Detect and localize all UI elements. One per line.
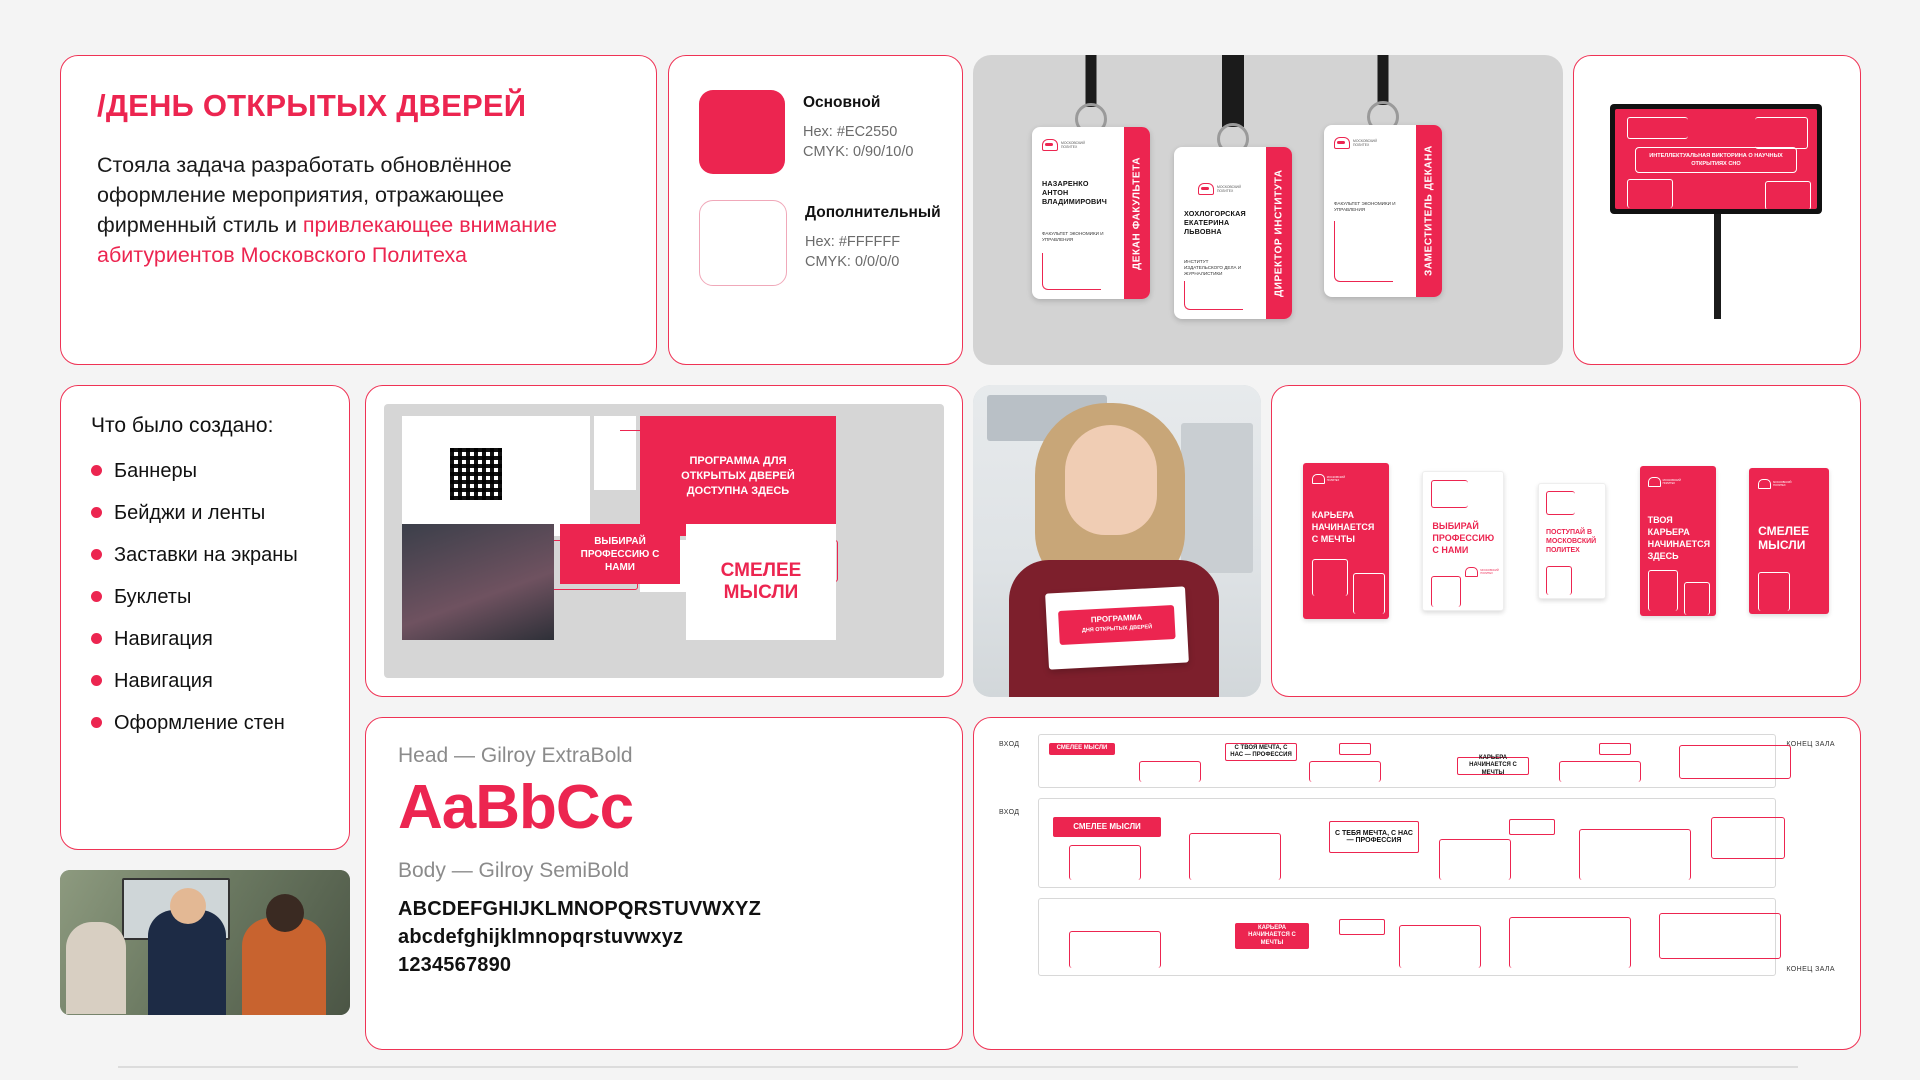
billboard-pole — [1714, 214, 1721, 319]
list-item-label: Навигация — [114, 670, 213, 692]
badge-role: ДЕКАН ФАКУЛЬТЕТА — [1124, 127, 1150, 299]
bullet-icon — [91, 591, 102, 602]
list-item — [91, 500, 319, 526]
list-item-label: Буклеты — [114, 586, 192, 608]
photo-lecture-card — [60, 870, 350, 1015]
wall-decoration — [1579, 829, 1691, 880]
badge-person-dept: ФАКУЛЬТЕТ ЭКОНОМИКИ И УПРАВЛЕНИЯ — [1334, 201, 1396, 212]
wall-layouts-card — [973, 717, 1861, 1050]
logo-icon — [1509, 819, 1555, 835]
photo-person — [148, 910, 226, 1015]
typography-card — [365, 717, 963, 1050]
vertical-banners-row — [1286, 404, 1846, 678]
bullet-icon — [91, 675, 102, 686]
list-item-label: Баннеры — [114, 460, 197, 482]
list-item-label: Заставки на экраны — [114, 544, 298, 566]
banner-panel-white — [594, 416, 636, 490]
wall-tag: КАРЬЕРА НАЧИНАЕТСЯ С МЕЧТЫ — [1235, 923, 1309, 949]
vertical-banners-card — [1271, 385, 1861, 697]
vertical-banner — [1538, 483, 1606, 599]
color-secondary-info — [805, 200, 941, 272]
booklet — [1045, 586, 1189, 669]
color-secondary-name: Дополнительный — [805, 204, 941, 221]
deliverables-card — [60, 385, 350, 850]
color-secondary-row — [699, 200, 941, 286]
wall-tag: С ТЕБЯ МЕЧТА, С НАС — ПРОФЕССИЯ — [1329, 821, 1419, 853]
color-secondary-cmyk: CMYK: 0/0/0/0 — [805, 254, 900, 270]
billboard-decoration — [1765, 181, 1811, 209]
wall-strip — [999, 798, 1776, 888]
badge-role: ЗАМЕСТИТЕЛЬ ДЕКАНА — [1416, 125, 1442, 297]
badge-person-name: ХОХЛОГОРСКАЯ ЕКАТЕРИНА ЛЬВОВНА — [1184, 209, 1246, 236]
typography-sample: AaBbCc — [398, 773, 634, 842]
badge-decoration — [1334, 221, 1393, 282]
logo-icon: МОСКОВСКИЙ ПОЛИТЕХ — [1465, 566, 1499, 578]
vertical-banner-text: ВЫБИРАЙ ПРОФЕССИЮ С НАМИ — [1432, 521, 1495, 555]
banner-decoration — [1312, 559, 1348, 596]
logo-icon — [1599, 743, 1631, 755]
logo-icon: МОСКОВСКИЙ ПОЛИТЕХ — [1312, 473, 1346, 485]
wall-decoration — [1189, 833, 1281, 880]
list-item — [91, 458, 319, 484]
banner-arrow-icon — [620, 430, 643, 449]
color-palette-card — [668, 55, 963, 365]
color-primary-cmyk: CMYK: 0/90/10/0 — [803, 144, 914, 160]
footer-divider — [118, 1066, 1798, 1068]
logo-icon: МОСКОВСКИЙ ПОЛИТЕХ — [1042, 137, 1088, 153]
banner-decoration — [1684, 582, 1710, 615]
wall-tag: СМЕЛЕЕ МЫСЛИ — [1053, 817, 1161, 837]
color-primary-hex: Hex: #EC2550 — [803, 124, 898, 140]
list-item-label: Навигация — [114, 628, 213, 650]
banner-decoration — [1431, 576, 1461, 607]
list-item-label: Оформление стен — [114, 712, 285, 734]
wall-tag: С ТВОЯ МЕЧТА, С НАС — ПРОФЕССИЯ — [1225, 743, 1297, 761]
list-item — [91, 626, 319, 652]
intro-paragraph — [97, 150, 620, 270]
banner-decoration — [1758, 572, 1790, 611]
list-item — [91, 584, 319, 610]
billboard-text: ИНТЕЛЛЕКТУАЛЬНАЯ ВИКТОРИНА О НАУЧНЫХ ОТКРЫТИЯХ СНО — [1635, 147, 1797, 173]
wall-decoration — [1399, 925, 1481, 968]
wall-decoration — [1139, 761, 1201, 782]
badge-inner — [1324, 125, 1442, 297]
typography-lowercase: abcdefghijklmnopqrstuvwxyz — [398, 926, 684, 948]
color-primary-row — [699, 90, 932, 174]
intro-paragraph-highlight: привлекающее внимание абитуриентов Московского Политеха — [97, 213, 558, 267]
deliverables-heading: Что было создано: — [91, 414, 274, 437]
wall-decoration — [1069, 845, 1141, 880]
booklet-title: ПРОГРАММА — [1090, 612, 1143, 625]
banner-mockup-card — [365, 385, 963, 697]
billboard-decoration — [1627, 117, 1688, 139]
banner-choose-text: ВЫБИРАЙ ПРОФЕССИЮ С НАМИ — [560, 524, 680, 584]
wall-strip — [999, 734, 1835, 788]
intro-paragraph-text: Стояла задача разработать обновлённое оформление мероприятия, отражающее фирменный стиль и — [97, 153, 512, 237]
banner-decoration — [1546, 566, 1572, 595]
badge-card — [1032, 127, 1150, 299]
badge-decoration — [1184, 281, 1243, 310]
bullet-icon — [91, 465, 102, 476]
wall-decoration — [1559, 761, 1641, 782]
badge-person-dept: ИНСТИТУТ ИЗДАТЕЛЬСКОГО ДЕЛА И ЖУРНАЛИСТИКИ — [1184, 259, 1242, 276]
wall-decoration — [1659, 913, 1781, 959]
bullet-icon — [91, 507, 102, 518]
badge-inner — [1032, 127, 1150, 299]
photo-person — [66, 922, 126, 1014]
wall-tag: СМЕЛЕЕ МЫСЛИ — [1049, 743, 1115, 755]
bullet-icon — [91, 717, 102, 728]
logo-icon — [1339, 919, 1385, 935]
wall-decoration — [1439, 839, 1511, 880]
list-item-label: Бейджи и ленты — [114, 502, 266, 524]
banner-photo-students — [402, 524, 554, 640]
list-item — [91, 668, 319, 694]
billboard-decoration — [1755, 117, 1808, 149]
lanyard-strap — [1222, 55, 1244, 127]
lanyard-3 — [1293, 55, 1473, 365]
wall-decoration — [1679, 745, 1791, 779]
billboard-screen — [1610, 104, 1822, 214]
color-swatch-secondary — [699, 200, 787, 286]
lanyard-strap — [1086, 55, 1097, 107]
booklet-subtitle: ДНЯ ОТКРЫТЫХ ДВЕРЕЙ — [1081, 624, 1153, 634]
wall-strip — [1038, 898, 1835, 976]
badge-person-name: НАЗАРЕНКО АНТОН ВЛАДИМИРОВИЧ — [1042, 179, 1108, 206]
color-primary-info — [803, 90, 913, 162]
intro-card — [60, 55, 657, 365]
photo-person-face — [1065, 425, 1157, 535]
badges-mockup-card — [973, 55, 1563, 365]
vertical-banner-text: СМЕЛЕЕ МЫСЛИ — [1758, 524, 1810, 552]
page-title: /ДЕНЬ ОТКРЫТЫХ ДВЕРЕЙ — [97, 88, 527, 123]
photo-person — [242, 918, 326, 1015]
qr-code-icon — [450, 448, 502, 500]
wall-decoration — [1309, 761, 1381, 782]
typography-uppercase: ABCDEFGHIJKLMNOPQRSTUVWXYZ — [398, 898, 761, 920]
vertical-banner — [1640, 466, 1716, 616]
bullet-icon — [91, 633, 102, 644]
banner-decoration — [1431, 480, 1468, 508]
color-swatch-primary — [699, 90, 785, 174]
photo-booklet-card — [973, 385, 1261, 697]
color-primary-name: Основной — [803, 94, 881, 111]
typography-head-label: Head — Gilroy ExtraBold — [398, 744, 633, 767]
typography-digits: 1234567890 — [398, 954, 512, 976]
typography-body-label: Body — Gilroy SemiBold — [398, 859, 630, 882]
end-of-hall-label: КОНЕЦ ЗАЛА — [1786, 741, 1835, 748]
photo-window — [1181, 423, 1253, 573]
billboard-creative — [1615, 109, 1817, 209]
banner-decoration — [1648, 570, 1678, 611]
logo-icon: МОСКОВСКИЙ ПОЛИТЕХ — [1198, 181, 1244, 197]
vertical-banner-text: КАРЬЕРА НАЧИНАЕТСЯ С МЕЧТЫ — [1311, 510, 1375, 544]
vertical-banner — [1749, 468, 1829, 614]
banner-program-text: ПРОГРАММА ДЛЯ ОТКРЫТЫХ ДВЕРЕЙ ДОСТУПНА ЗДЕСЬ — [640, 416, 836, 536]
billboard-decoration — [1627, 179, 1673, 208]
logo-icon: МОСКОВСКИЙ ПОЛИТЕХ — [1758, 478, 1792, 490]
end-of-hall-label: КОНЕЦ ЗАЛА — [1786, 966, 1835, 973]
logo-icon — [1339, 743, 1371, 755]
vertical-banner-text: ТВОЯ КАРЬЕРА НАЧИНАЕТСЯ ЗДЕСЬ — [1647, 515, 1711, 561]
booklet-label — [1058, 605, 1176, 645]
billboard-card — [1573, 55, 1861, 365]
badge-person-dept: ФАКУЛЬТЕТ ЭКОНОМИКИ И УПРАВЛЕНИЯ — [1042, 231, 1104, 242]
vertical-banner-text: ПОСТУПАЙ В МОСКОВСКИЙ ПОЛИТЕХ — [1545, 529, 1597, 554]
banner-bolder-text: СМЕЛЕЕ МЫСЛИ — [686, 524, 836, 640]
banner-panel-white — [402, 416, 590, 536]
color-secondary-hex: Hex: #FFFFFF — [805, 234, 901, 250]
logo-icon: МОСКОВСКИЙ ПОЛИТЕХ — [1334, 135, 1380, 151]
banner-decoration — [1546, 491, 1575, 515]
lanyard-strap — [1378, 55, 1389, 105]
list-item — [91, 710, 319, 736]
banner-stage — [384, 404, 944, 678]
wall-tag: КАРЬЕРА НАЧИНАЕТСЯ С МЕЧТЫ — [1457, 757, 1529, 775]
entrance-label: ВХОД — [999, 741, 1020, 748]
list-item — [91, 542, 319, 568]
wall-decoration — [1069, 931, 1161, 968]
vertical-banner — [1422, 471, 1504, 611]
badge-inner — [1174, 147, 1292, 319]
wall-decoration — [1509, 917, 1631, 968]
badge-card — [1324, 125, 1442, 297]
badge-decoration — [1042, 253, 1101, 290]
vertical-banner — [1303, 463, 1389, 619]
entrance-label: ВХОД — [999, 809, 1020, 816]
banner-decoration — [1353, 573, 1385, 614]
bullet-icon — [91, 549, 102, 560]
wall-decoration — [1711, 817, 1785, 859]
badge-card — [1174, 147, 1292, 319]
logo-icon: МОСКОВСКИЙ ПОЛИТЕХ — [1648, 476, 1682, 488]
badge-role: ДИРЕКТОР ИНСТИТУТА — [1266, 147, 1292, 319]
